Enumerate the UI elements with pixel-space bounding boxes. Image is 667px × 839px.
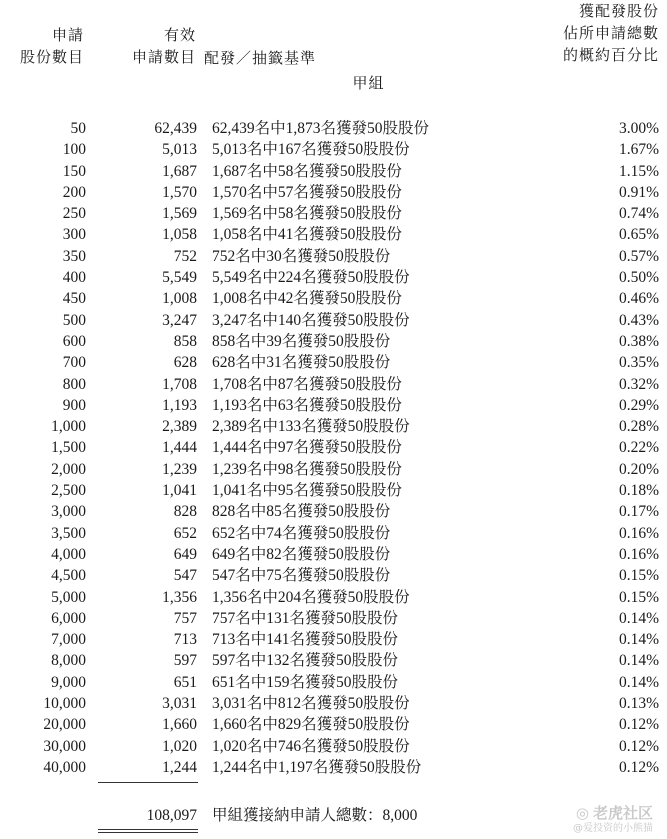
valid-applications-cell: 858 (173, 332, 197, 350)
allocation-table-body (0, 118, 667, 778)
header-applied-shares (0, 24, 84, 68)
valid-applications-cell: 1,244 (162, 758, 197, 776)
percentage-cell: 0.43% (618, 311, 659, 329)
percentage-cell: 0.15% (618, 588, 659, 606)
applied-shares-cell: 8,000 (51, 652, 86, 670)
allocation-basis-cell: 1,708名中87名獲發50股股份 (212, 375, 402, 393)
applied-shares-cell: 4,500 (51, 567, 86, 585)
table-row (0, 736, 667, 757)
valid-applications-cell: 2,389 (162, 418, 197, 436)
table-row (0, 672, 667, 693)
valid-applications-cell: 547 (173, 567, 197, 585)
valid-applications-cell: 1,356 (162, 588, 197, 606)
table-row (0, 203, 667, 224)
table-row (0, 246, 667, 267)
table-row (0, 501, 667, 522)
header-applied-shares-line1: 申請 (51, 26, 84, 44)
percentage-cell: 0.17% (618, 503, 659, 521)
watermark-main: 老虎社区 (592, 804, 653, 822)
percentage-cell: 0.16% (618, 524, 659, 542)
applied-shares-cell: 1,500 (51, 439, 86, 457)
table-row (0, 331, 667, 352)
header-approx-percentage-line3: 的概約百分比 (562, 46, 659, 64)
allocation-basis-cell: 649名中82名獲發50股股份 (212, 545, 391, 563)
percentage-cell: 0.14% (618, 609, 659, 627)
allocation-basis-cell: 3,247名中140名獲發50股股份 (212, 311, 410, 329)
allocation-basis-cell: 858名中39名獲發50股股份 (212, 332, 391, 350)
table-row (0, 118, 667, 139)
allocation-basis-cell: 651名中159名獲發50股股份 (212, 673, 399, 691)
valid-applications-cell: 752 (173, 247, 197, 265)
percentage-cell: 0.91% (618, 183, 659, 201)
table-row (0, 267, 667, 288)
header-approx-percentage-line2: 佔所申請總數 (562, 24, 659, 42)
tiger-logo-icon: ◎ (575, 804, 589, 822)
table-row (0, 757, 667, 778)
valid-applications-cell: 1,660 (162, 716, 197, 734)
total-valid-applications: 108,097 (146, 807, 197, 824)
header-allocation-basis: 配發／抽籤基準 (204, 49, 317, 67)
allocation-basis-cell: 1,058名中41名獲發50股股份 (212, 226, 402, 244)
percentage-cell: 0.14% (618, 673, 659, 691)
total-rule (98, 782, 198, 783)
table-row (0, 629, 667, 650)
table-row (0, 693, 667, 714)
applied-shares-cell: 6,000 (51, 609, 86, 627)
valid-applications-cell: 3,031 (162, 695, 197, 713)
valid-applications-cell: 1,058 (162, 226, 197, 244)
valid-applications-cell: 1,569 (162, 205, 197, 223)
percentage-cell: 1.67% (618, 141, 659, 159)
percentage-cell: 0.50% (618, 269, 659, 287)
percentage-cell: 0.57% (618, 247, 659, 265)
applied-shares-cell: 450 (62, 290, 86, 308)
applied-shares-cell: 3,000 (51, 503, 86, 521)
allocation-basis-cell: 5,549名中224名獲發50股股份 (212, 269, 410, 287)
header-valid-applications-line1: 有效 (163, 26, 196, 44)
applied-shares-cell: 600 (62, 332, 86, 350)
valid-applications-cell: 597 (173, 652, 197, 670)
applied-shares-cell: 10,000 (43, 695, 86, 713)
percentage-cell: 0.16% (618, 545, 659, 563)
valid-applications-cell: 1,687 (162, 162, 197, 180)
applied-shares-cell: 500 (62, 311, 86, 329)
valid-applications-cell: 652 (173, 524, 197, 542)
allocation-basis-cell: 713名中141名獲發50股股份 (212, 631, 399, 649)
applied-shares-cell: 2,500 (51, 482, 86, 500)
allocation-basis-cell: 3,031名中812名獲發50股股份 (212, 695, 410, 713)
allocation-basis-cell: 5,013名中167名獲發50股股份 (212, 141, 410, 159)
table-row (0, 224, 667, 245)
valid-applications-cell: 3,247 (162, 311, 197, 329)
applied-shares-cell: 2,000 (51, 460, 86, 478)
percentage-cell: 1.15% (618, 162, 659, 180)
valid-applications-cell: 1,008 (162, 290, 197, 308)
allocation-basis-cell: 628名中31名獲發50股股份 (212, 354, 391, 372)
header-approx-percentage-line1: 獲配發股份 (578, 2, 659, 20)
watermark-sub: @爱投资的小熊猫 (573, 823, 653, 834)
applied-shares-cell: 700 (62, 354, 86, 372)
percentage-cell: 0.14% (618, 631, 659, 649)
allocation-basis-cell: 1,193名中63名獲發50股股份 (212, 396, 402, 414)
percentage-cell: 0.46% (618, 290, 659, 308)
applied-shares-cell: 40,000 (43, 758, 86, 776)
valid-applications-cell: 5,549 (162, 269, 197, 287)
table-row (0, 416, 667, 437)
allocation-basis-cell: 1,569名中58名獲發50股股份 (212, 205, 402, 223)
percentage-cell: 0.14% (618, 652, 659, 670)
table-row (0, 608, 667, 629)
valid-applications-cell: 62,439 (154, 120, 197, 137)
table-row (0, 714, 667, 735)
percentage-cell: 0.74% (618, 205, 659, 223)
applied-shares-cell: 7,000 (51, 631, 86, 649)
applied-shares-cell: 100 (62, 141, 86, 159)
percentage-cell: 0.22% (618, 439, 659, 457)
allocation-basis-cell: 1,570名中57名獲發50股股份 (212, 183, 402, 201)
header-approx-percentage (563, 0, 659, 66)
allocation-basis-cell: 752名中30名獲發50股股份 (212, 247, 391, 265)
valid-applications-cell: 828 (173, 503, 197, 521)
valid-applications-cell: 649 (173, 545, 197, 563)
table-row (0, 437, 667, 458)
header-valid-applications (100, 24, 196, 68)
percentage-cell: 0.12% (618, 737, 659, 755)
applied-shares-cell: 4,000 (51, 545, 86, 563)
table-row (0, 523, 667, 544)
valid-applications-cell: 5,013 (162, 141, 197, 159)
percentage-cell: 0.29% (618, 396, 659, 414)
valid-applications-cell: 757 (173, 609, 197, 627)
applied-shares-cell: 5,000 (51, 588, 86, 606)
applied-shares-cell: 1,000 (51, 418, 86, 436)
valid-applications-cell: 1,193 (162, 396, 197, 414)
allocation-basis-cell: 757名中131名獲發50股股份 (212, 609, 399, 627)
allocation-basis-cell: 1,687名中58名獲發50股股份 (212, 162, 402, 180)
allocation-basis-cell: 1,356名中204名獲發50股股份 (212, 588, 410, 606)
valid-applications-cell: 651 (173, 673, 197, 691)
group-a-title: 甲組 (352, 74, 385, 92)
applied-shares-cell: 900 (62, 396, 86, 414)
table-row (0, 182, 667, 203)
allocation-basis-cell: 547名中75名獲發50股股份 (212, 567, 391, 585)
allocation-basis-cell: 828名中85名獲發50股股份 (212, 503, 391, 521)
percentage-cell: 0.18% (618, 482, 659, 500)
percentage-cell: 0.32% (618, 375, 659, 393)
allocation-basis-cell: 1,041名中95名獲發50股股份 (212, 482, 402, 500)
valid-applications-cell: 1,041 (162, 482, 197, 500)
applied-shares-cell: 300 (62, 226, 86, 244)
percentage-cell: 0.65% (618, 226, 659, 244)
table-row (0, 395, 667, 416)
watermark (573, 804, 653, 835)
valid-applications-cell: 1,708 (162, 375, 197, 393)
percentage-cell: 0.20% (618, 460, 659, 478)
applied-shares-cell: 30,000 (43, 737, 86, 755)
valid-applications-cell: 1,020 (162, 737, 197, 755)
percentage-cell: 0.12% (618, 758, 659, 776)
table-row (0, 139, 667, 160)
applied-shares-cell: 250 (62, 205, 86, 223)
allocation-basis-cell: 1,020名中746名獲發50股股份 (212, 737, 410, 755)
table-row (0, 565, 667, 586)
allocation-basis-cell: 1,444名中97名獲發50股股份 (212, 439, 402, 457)
applied-shares-cell: 20,000 (43, 716, 86, 734)
allocation-basis-cell: 652名中74名獲發50股股份 (212, 524, 391, 542)
percentage-cell: 0.28% (618, 418, 659, 436)
table-row (0, 288, 667, 309)
total-successful-applicants: 甲組獲接納申請人總數：8,000 (212, 807, 418, 824)
allocation-basis-cell: 597名中132名獲發50股股份 (212, 652, 399, 670)
percentage-cell: 0.12% (618, 716, 659, 734)
total-double-rule (98, 829, 198, 833)
allocation-basis-cell: 1,008名中42名獲發50股股份 (212, 290, 402, 308)
applied-shares-cell: 400 (62, 269, 86, 287)
header-applied-shares-line2: 股份數目 (19, 48, 84, 66)
allocation-basis-cell: 62,439名中1,873名獲發50股股份 (212, 120, 430, 137)
table-row (0, 352, 667, 373)
valid-applications-cell: 1,239 (162, 460, 197, 478)
table-row (0, 374, 667, 395)
table-row (0, 310, 667, 331)
header-valid-applications-line2: 申請數目 (131, 48, 196, 66)
percentage-cell: 0.38% (618, 332, 659, 350)
applied-shares-cell: 800 (62, 375, 86, 393)
applied-shares-cell: 9,000 (51, 673, 86, 691)
valid-applications-cell: 1,570 (162, 183, 197, 201)
table-row (0, 459, 667, 480)
table-row (0, 650, 667, 671)
applied-shares-cell: 3,500 (51, 524, 86, 542)
percentage-cell: 0.13% (618, 695, 659, 713)
valid-applications-cell: 713 (173, 631, 197, 649)
allocation-basis-cell: 2,389名中133名獲發50股股份 (212, 418, 410, 436)
applied-shares-cell: 200 (62, 183, 86, 201)
allocation-basis-cell: 1,244名中1,197名獲發50股股份 (212, 758, 422, 776)
percentage-cell: 0.35% (618, 354, 659, 372)
percentage-cell: 3.00% (618, 120, 659, 137)
applied-shares-cell: 150 (62, 162, 86, 180)
table-row (0, 161, 667, 182)
valid-applications-cell: 628 (173, 354, 197, 372)
table-row (0, 480, 667, 501)
applied-shares-cell: 350 (62, 247, 86, 265)
applied-shares-cell: 50 (70, 120, 86, 137)
percentage-cell: 0.15% (618, 567, 659, 585)
table-row (0, 544, 667, 565)
allocation-basis-cell: 1,239名中98名獲發50股股份 (212, 460, 402, 478)
allocation-basis-cell: 1,660名中829名獲發50股股份 (212, 716, 410, 734)
table-row (0, 587, 667, 608)
valid-applications-cell: 1,444 (162, 439, 197, 457)
